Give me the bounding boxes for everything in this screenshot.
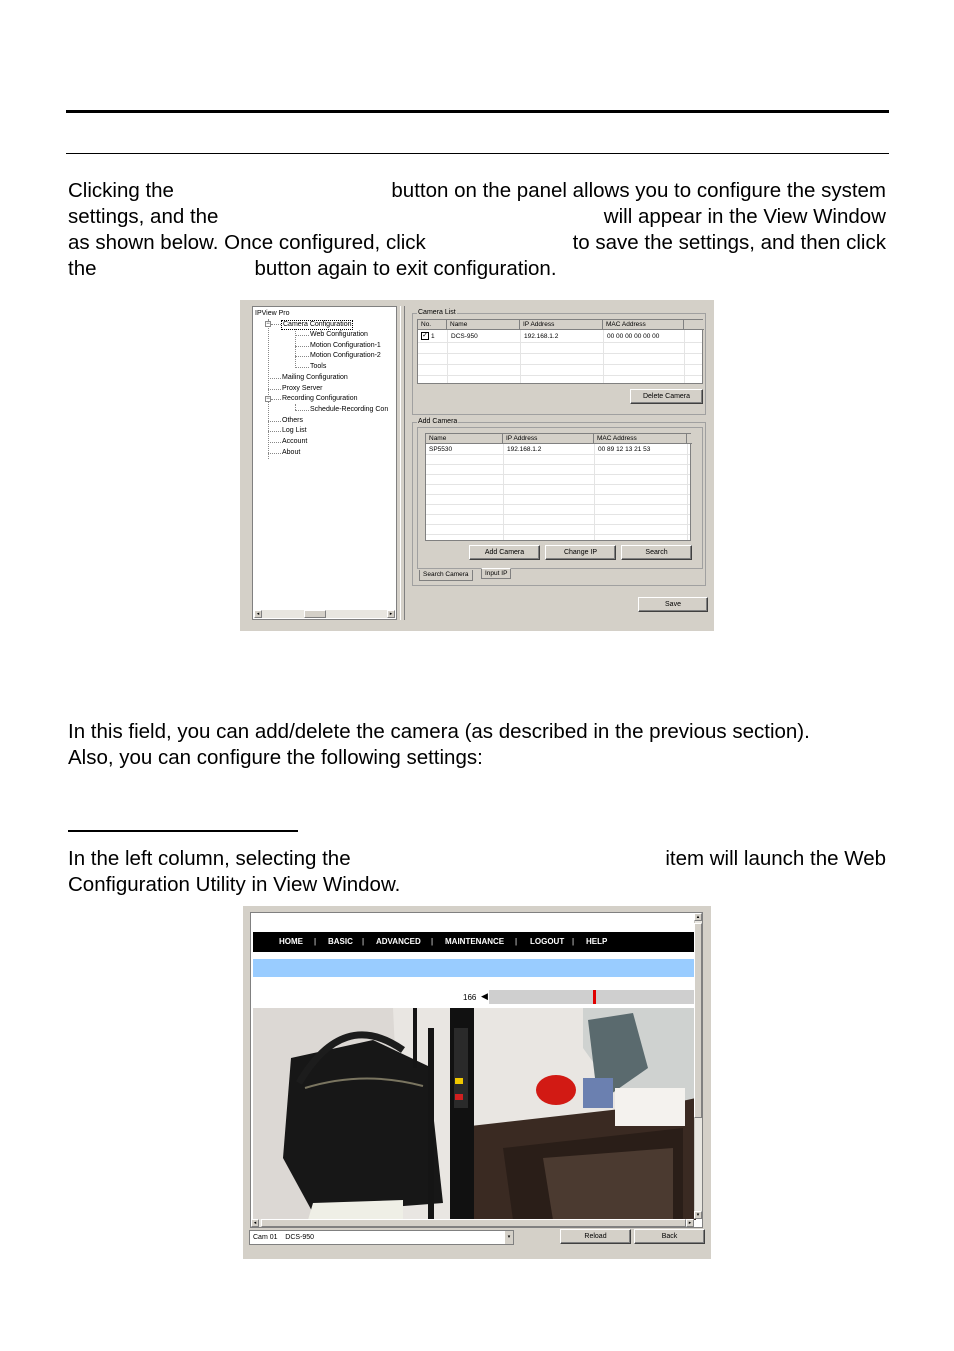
- camera-list-table: [417, 319, 703, 384]
- camera-row-ip: 192.168.1.2: [524, 333, 559, 340]
- scroll-down-icon[interactable]: ▾: [694, 1211, 702, 1219]
- para2-line2: Also, you can configure the following settings:: [68, 746, 483, 769]
- para1-line3-b: to save the settings, and then click: [572, 231, 886, 254]
- tree-account[interactable]: Account: [282, 438, 308, 445]
- tree-web-configuration[interactable]: Web Configuration: [310, 331, 368, 338]
- splitter[interactable]: [400, 306, 405, 620]
- zoom-value: 166: [463, 993, 477, 1002]
- para1-line4-b: button again to exit configuration.: [254, 257, 557, 280]
- col-mac[interactable]: MAC Address: [603, 320, 684, 330]
- view-window: [250, 912, 703, 1228]
- tree-tools[interactable]: Tools: [310, 363, 327, 370]
- tab-input-ip[interactable]: Input IP: [481, 568, 511, 579]
- para3-line-1: [68, 846, 886, 872]
- para1-line3-a: as shown below. Once configured, click: [68, 231, 426, 254]
- add-camera-table: [425, 433, 691, 541]
- subheading-underline: [68, 830, 298, 832]
- camera-image: [253, 1008, 696, 1220]
- field-paragraph: [68, 719, 886, 771]
- nav-advanced[interactable]: ADVANCED: [376, 937, 421, 946]
- camera-row-checkbox[interactable]: ✓: [422, 332, 428, 339]
- camera-row-name: DCS-950: [451, 333, 478, 340]
- zoom-left-arrow-icon[interactable]: ◀: [481, 991, 488, 1001]
- tree-camera-configuration[interactable]: Camera Configuration: [283, 321, 352, 328]
- camera-row-no: 1: [431, 333, 435, 340]
- col-name[interactable]: Name: [447, 320, 520, 330]
- header-rule-thin: [66, 153, 889, 154]
- scroll-left-icon[interactable]: ◂: [251, 1219, 259, 1227]
- para3-line1-a: In the left column, selecting the: [68, 847, 351, 870]
- delete-camera-button[interactable]: Delete Camera: [630, 389, 703, 404]
- para1-line-3: [68, 230, 886, 256]
- nav-separator: |: [431, 937, 434, 946]
- para1-line-4: [68, 256, 886, 282]
- add-camera-title: Add Camera: [418, 418, 458, 425]
- dropdown-arrow-icon[interactable]: ▾: [505, 1231, 513, 1244]
- col-ip[interactable]: IP Address: [520, 320, 603, 330]
- camera-select[interactable]: [249, 1230, 514, 1245]
- camera-list-title: Camera List: [418, 309, 456, 316]
- add-camera-group: [412, 418, 706, 586]
- intro-paragraph: [68, 178, 886, 282]
- para1-line2-b: will appear in the View Window: [603, 205, 886, 228]
- nav-separator: |: [572, 937, 575, 946]
- para1-line-1: [68, 178, 886, 204]
- scroll-thumb[interactable]: [304, 610, 326, 618]
- nav-logout[interactable]: LOGOUT: [530, 937, 565, 946]
- tree-root[interactable]: IPView Pro: [255, 310, 290, 317]
- tree-mailing-configuration[interactable]: Mailing Configuration: [282, 374, 348, 381]
- scroll-right-icon[interactable]: ▸: [387, 610, 395, 618]
- para2-line1: In this field, you can add/delete the camera (as described in the previous section).: [68, 720, 810, 743]
- add-col-name[interactable]: Name: [426, 434, 503, 444]
- nav-separator: |: [515, 937, 518, 946]
- para1-line4-a: the: [68, 257, 97, 280]
- add-col-mac[interactable]: MAC Address: [594, 434, 687, 444]
- nav-maintenance[interactable]: MAINTENANCE: [445, 937, 505, 946]
- collapse-icon[interactable]: −: [266, 321, 270, 327]
- para1-line-2: [68, 204, 886, 230]
- change-ip-button[interactable]: Change IP: [545, 545, 616, 560]
- tree-log-list[interactable]: Log List: [282, 427, 307, 434]
- view-horizontal-scrollbar[interactable]: [251, 1219, 694, 1227]
- add-camera-button[interactable]: Add Camera: [469, 545, 540, 560]
- tree-recording-configuration[interactable]: Recording Configuration: [282, 395, 358, 402]
- scroll-thumb[interactable]: [261, 1219, 686, 1227]
- add-col-ip[interactable]: IP Address: [503, 434, 594, 444]
- back-button[interactable]: Back: [634, 1229, 705, 1244]
- para1-line2-a: settings, and the: [68, 205, 219, 228]
- nav-separator: |: [362, 937, 365, 946]
- nav-basic[interactable]: BASIC: [328, 937, 353, 946]
- config-screenshot: [240, 300, 714, 631]
- add-row-mac: 00 89 12 13 21 53: [598, 446, 651, 453]
- tree-motion-configuration-1[interactable]: Motion Configuration-1: [310, 342, 381, 349]
- view-vertical-scrollbar[interactable]: [694, 913, 702, 1219]
- web-nav-bar: [253, 932, 696, 952]
- para2-line-1: [68, 719, 886, 745]
- scroll-up-icon[interactable]: ▴: [694, 913, 702, 921]
- tree-others[interactable]: Others: [282, 417, 304, 424]
- tree-proxy-server[interactable]: Proxy Server: [282, 385, 323, 392]
- tree-about[interactable]: About: [282, 449, 301, 456]
- config-tree: [252, 306, 397, 620]
- camera-row-mac: 00 00 00 00 00 00: [607, 333, 660, 340]
- title-bar: [253, 959, 696, 977]
- search-button[interactable]: Search: [621, 545, 692, 560]
- reload-button[interactable]: Reload: [560, 1229, 631, 1244]
- tree-horizontal-scrollbar[interactable]: [254, 610, 395, 618]
- collapse-icon[interactable]: −: [266, 396, 270, 402]
- tree-motion-configuration-2[interactable]: Motion Configuration-2: [310, 352, 381, 359]
- nav-help[interactable]: HELP: [586, 937, 608, 946]
- add-row-ip: 192.168.1.2: [507, 446, 542, 453]
- scroll-left-icon[interactable]: ◂: [254, 610, 262, 618]
- nav-home[interactable]: HOME: [279, 937, 303, 946]
- web-config-paragraph: [68, 846, 886, 898]
- para2-line-2: [68, 745, 886, 771]
- camera-select-value: Cam 01 DCS-950: [253, 1234, 315, 1241]
- camera-list-group: [412, 309, 706, 415]
- tree-schedule-recording[interactable]: Schedule-Recording Con: [310, 406, 389, 413]
- para3-line2-a: Configuration Utility in View Window.: [68, 873, 401, 896]
- scroll-right-icon[interactable]: ▸: [686, 1219, 694, 1227]
- tab-search-camera[interactable]: Search Camera: [419, 570, 473, 581]
- scroll-thumb[interactable]: [694, 923, 702, 1118]
- col-no[interactable]: No.: [418, 320, 447, 330]
- web-config-screenshot: [243, 906, 711, 1259]
- zoom-slider-handle[interactable]: [593, 990, 596, 1004]
- para1-line1-a: Clicking the: [68, 179, 174, 202]
- para3-line-2: [68, 872, 886, 898]
- header-rule-thick: [66, 110, 889, 113]
- para1-line1-b: button on the panel allows you to configure the system: [391, 179, 886, 202]
- nav-separator: |: [314, 937, 317, 946]
- add-row-name: SP5530: [429, 446, 453, 453]
- para3-line1-b: item will launch the Web: [665, 847, 886, 870]
- save-button[interactable]: Save: [638, 597, 708, 612]
